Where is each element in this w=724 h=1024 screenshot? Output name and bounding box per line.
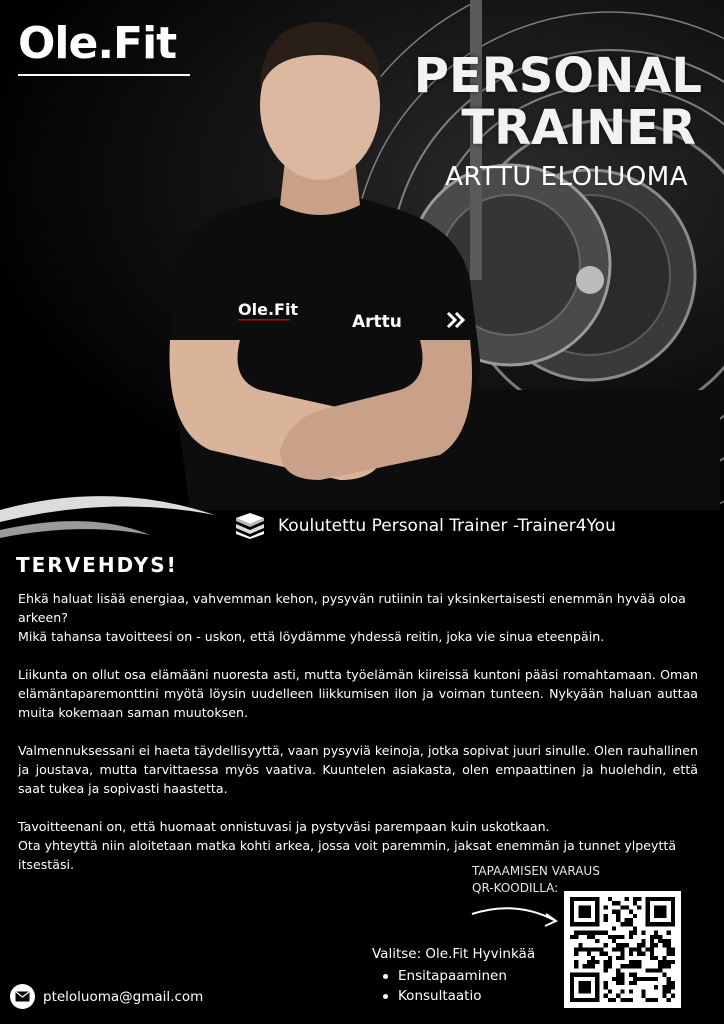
greeting-body: [18, 589, 698, 893]
email-address[interactable]: pteloluoma@gmail.com: [43, 988, 204, 1005]
booking-options-list: [372, 966, 535, 1006]
booking-label-line-1: TAPAAMISEN VARAUS: [472, 864, 600, 878]
mail-icon: [10, 984, 35, 1009]
booking-options: [372, 944, 535, 1006]
certification-text: Koulutettu Personal Trainer -Trainer4You: [278, 516, 616, 536]
paragraph-3: Valmennuksessani ei haeta täydellisyyttä, vaan pysyviä keinoja, jotka sopivat juuri sinulle. Olen rauhallinen ja joustava, mutta tarvittaessa myös vaativa. Kuuntelen asiakasta, olen empaattinen ja huolehdin, että saat tukea ja sopivasti haastetta.: [18, 743, 698, 796]
page-title: [414, 50, 702, 154]
qr-code-icon: [570, 897, 675, 1002]
booking-location: Valitse: Ole.Fit Hyvinkää: [372, 946, 536, 962]
shirt-logo: Ole.Fit: [238, 300, 299, 319]
paragraph-1-line-1: Ehkä haluat lisää energiaa, vahvemman kehon, pysyvän rutiinin tai yksinkertaisesti enemmän hyvää oloa arkeen?: [18, 591, 686, 625]
logo-text: Ole.Fit: [18, 18, 177, 69]
logo-underline: [18, 74, 190, 76]
list-item: Ensitapaaminen: [372, 966, 535, 986]
books-icon: [234, 513, 266, 539]
booking-qr-code[interactable]: [564, 891, 681, 1008]
hero-section: [0, 0, 724, 510]
shirt-name: Arttu: [352, 312, 402, 332]
list-item: Konsultaatio: [372, 986, 535, 1006]
title-line-2: TRAINER: [461, 100, 696, 156]
title-line-1: PERSONAL: [413, 48, 702, 104]
paragraph-1: [18, 589, 698, 646]
booking-label-line-2: QR-KOODILLA:: [472, 881, 559, 895]
trainer-name: ARTTU ELOLUOMA: [445, 162, 688, 192]
brand-logo: [18, 18, 193, 76]
paragraph-2: Liikunta on ollut osa elämääni nuoresta asti, mutta työelämän kiireissä kuntoni pääsi romahtamaan. Oman elämäntaparemonttini myötä löysin uudelleen liikkumisen ilon ja voiman tunteen. Nykyään haluan auttaa muita kokemaan saman muutoksen.: [18, 667, 698, 720]
contact-email[interactable]: [10, 984, 203, 1009]
paragraph-1-line-2: Mikä tahansa tavoitteesi on - uskon, että löydämme yhdessä reitin, joka vie sinua eteenpäin.: [18, 629, 605, 644]
paragraph-4-line-2: Ota yhteyttä niin aloitetaan matka kohti arkea, jossa voit paremmin, jaksat enemmän ja tunnet ylpeyttä itsestäsi.: [18, 838, 677, 872]
paragraph-4-line-1: Tavoitteenani on, että huomaat onnistuvasi ja pystyväsi parempaan kuin uskotkaan.: [18, 819, 550, 834]
arrow-icon: [470, 900, 560, 930]
certification: [234, 513, 616, 539]
greeting-title: TERVEHDYS!: [16, 553, 178, 577]
decorative-swoosh: [0, 480, 230, 540]
